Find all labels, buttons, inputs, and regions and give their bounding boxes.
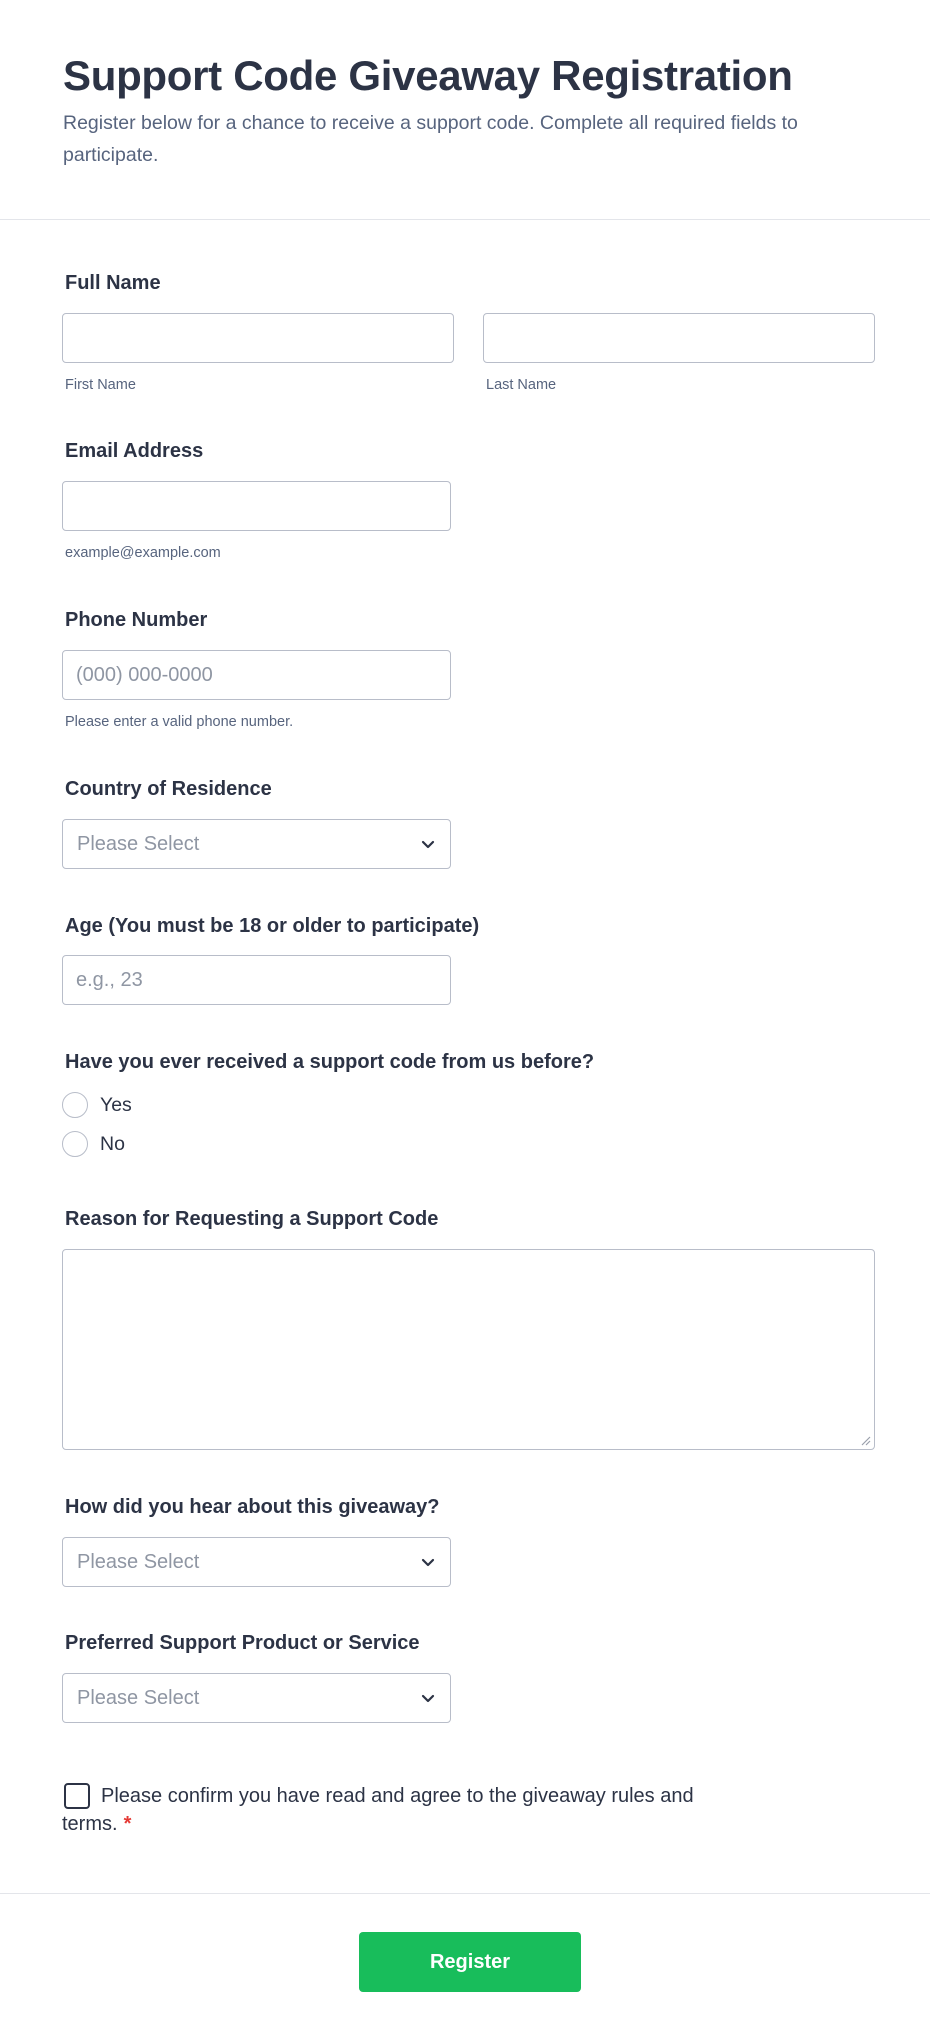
received-before-label: Have you ever received a support code from us before? [65, 1051, 595, 1073]
phone-sublabel: Please enter a valid phone number. [65, 714, 294, 730]
country-select[interactable] [62, 819, 451, 869]
last-name-input[interactable] [483, 313, 875, 363]
heard-about-select[interactable] [62, 1537, 451, 1587]
email-input[interactable] [62, 481, 451, 531]
preferred-product-selected-value: Please Select [77, 1687, 200, 1709]
phone-input[interactable] [62, 650, 451, 700]
radio-button[interactable] [62, 1131, 88, 1157]
phone-label: Phone Number [65, 609, 208, 631]
email-label: Email Address [65, 440, 204, 462]
chevron-down-icon [418, 834, 438, 854]
form-title: Support Code Giveaway Registration [63, 52, 793, 99]
required-asterisk: * [123, 1813, 132, 1835]
reason-textarea[interactable] [62, 1249, 875, 1450]
form-header [0, 0, 930, 220]
first-name-input[interactable] [62, 313, 454, 363]
preferred-product-label: Preferred Support Product or Service [65, 1632, 420, 1654]
reason-label: Reason for Requesting a Support Code [65, 1208, 439, 1230]
full-name-label: Full Name [65, 272, 161, 294]
last-name-sublabel: Last Name [486, 377, 557, 393]
preferred-product-select[interactable] [62, 1673, 451, 1723]
age-label: Age (You must be 18 or older to participate) [65, 915, 480, 937]
chevron-down-icon [418, 1552, 438, 1572]
radio-label-no: No [100, 1133, 125, 1155]
chevron-down-icon [418, 1688, 438, 1708]
country-label: Country of Residence [65, 778, 272, 800]
email-sublabel: example@example.com [65, 545, 221, 561]
heard-about-selected-value: Please Select [77, 1551, 200, 1573]
heard-about-label: How did you hear about this giveaway? [65, 1496, 440, 1518]
footer-divider [0, 1893, 930, 1894]
first-name-sublabel: First Name [65, 377, 136, 393]
terms-checkbox[interactable] [64, 1783, 90, 1809]
age-input[interactable] [62, 955, 451, 1005]
radio-button[interactable] [62, 1092, 88, 1118]
form-description: Register below for a chance to receive a support code. Complete all required fields to participate. [63, 112, 798, 166]
terms-confirmation [62, 1782, 762, 1838]
register-button[interactable]: Register [359, 1932, 581, 1992]
radio-label-yes: Yes [100, 1094, 132, 1116]
country-selected-value: Please Select [77, 833, 200, 855]
resize-grip-icon[interactable] [859, 1434, 871, 1446]
terms-text: Please confirm you have read and agree to the giveaway rules and terms. [62, 1785, 694, 1835]
